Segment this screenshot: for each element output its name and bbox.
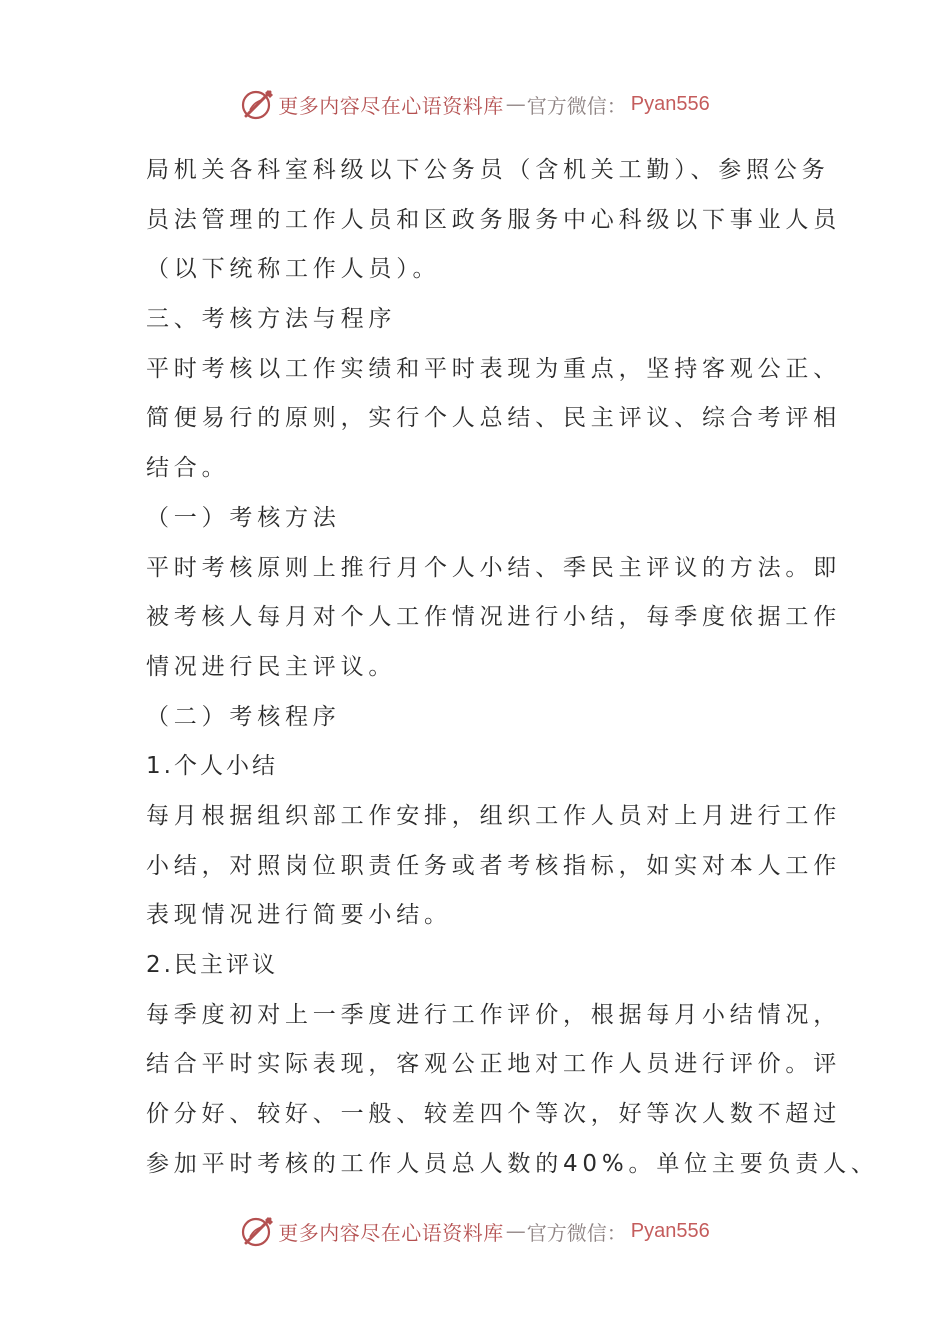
text-line: 简便易行的原则，实行个人总结、民主评议、综合考评相 [146,405,841,432]
footer-banner [0,1211,950,1251]
banner-wechat-label: 官方微信： [526,1220,627,1245]
text-line: 每季度初对上一季度进行工作评价，根据每月小结情况， [146,1001,841,1028]
text-line: 表现情况进行简要小结。 [146,902,452,929]
header-banner [0,84,950,124]
document-body [146,146,879,1189]
text-line: 员法管理的工作人员和区政务服务中心科级以下事业人员 [146,206,841,233]
text-line: 参加平时考核的工作人员总人数的40%。单位主要负责人、 [146,1150,879,1177]
subsection-heading: （二）考核程序 [146,703,341,730]
text-line: 平时考核以工作实绩和平时表现为重点，坚持客观公正、 [146,355,841,382]
pen-logo-icon [240,1213,276,1249]
text-line: 结合平时实际表现，客观公正地对工作人员进行评价。评 [146,1051,841,1078]
banner-wechat-label: 官方微信： [526,93,627,118]
item-heading: 2.民主评议 [146,952,278,978]
text-line: 价分好、较好、一般、较差四个等次，好等次人数不超过 [146,1101,841,1128]
banner-separator: — [505,92,525,116]
text-line: 被考核人每月对个人工作情况进行小结，每季度依据工作 [146,604,841,631]
banner-wechat-id: Pyan556 [630,1219,710,1242]
item-heading: 1.个人小结 [146,753,278,780]
text-line: （以下统称工作人员）。 [146,256,441,283]
text-line: 结合。 [146,455,230,482]
text-line: 小结，对照岗位职责任务或者考核指标，如实对本人工作 [146,852,841,879]
banner-slogan: 更多内容尽在心语资料库 [278,1220,504,1245]
text-line: 平时考核原则上推行月个人小结、季民主评议的方法。即 [146,554,841,581]
banner-slogan: 更多内容尽在心语资料库 [278,93,504,118]
text-line: 情况进行民主评议。 [146,653,397,680]
subsection-heading: （一）考核方法 [146,504,341,531]
text-line: 局机关各科室科级以下公务员（含机关工勤）、参照公务 [146,157,830,183]
section-heading: 三、考核方法与程序 [146,306,397,333]
pen-logo-icon [240,86,276,122]
banner-separator: — [505,1219,525,1243]
text-line: 每月根据组织部工作安排，组织工作人员对上月进行工作 [146,802,841,829]
banner-wechat-id: Pyan556 [630,92,710,115]
